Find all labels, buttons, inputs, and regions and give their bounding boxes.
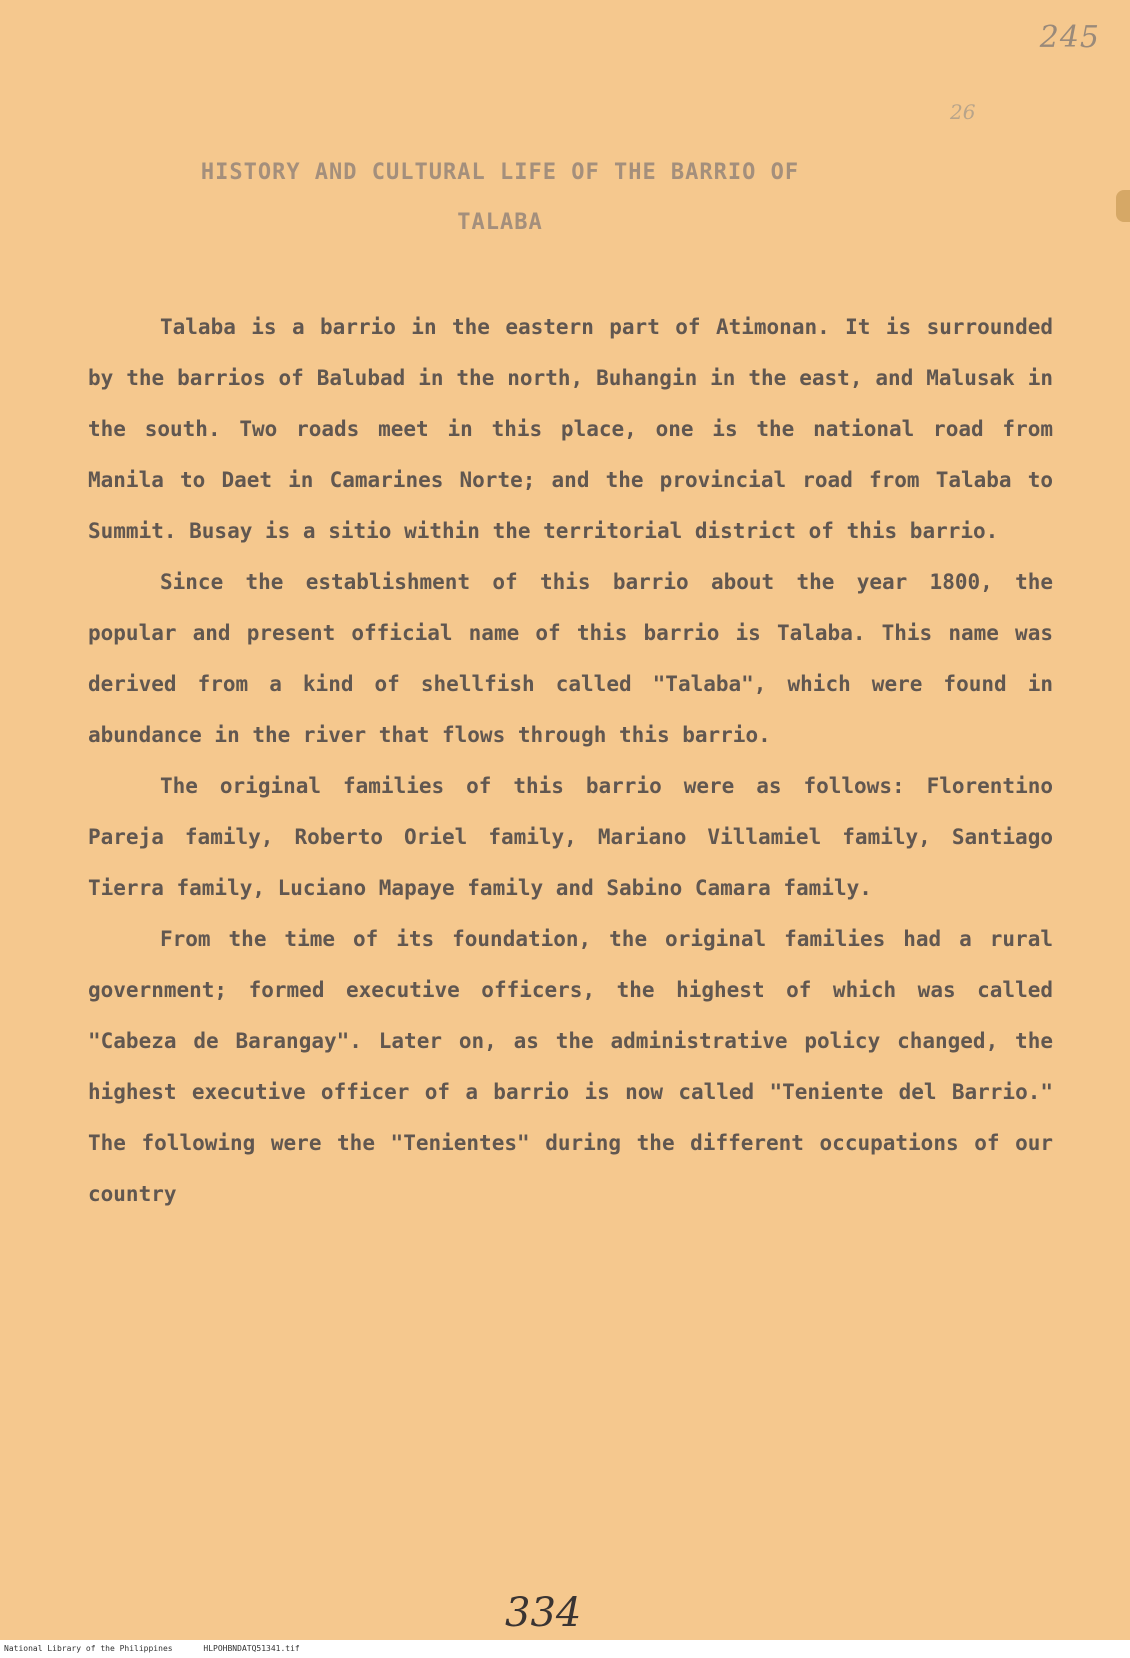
paragraph-original-families: The original families of this barrio were as follows: Florentino Pareja family, Roberto Oriel family, Mariano Villamiel family, Santiago Tierra family, Luciano Mapaye family and Sabino Camara family. [88, 774, 1053, 900]
handwritten-page-number-bottom: 334 [505, 1590, 582, 1636]
document-title: HISTORY AND CULTURAL LIFE OF THE BARRIO OF [200, 160, 800, 185]
footer-institution: National Library of the Philippines [4, 1644, 173, 1653]
handwritten-mark: 26 [950, 100, 976, 124]
handwritten-page-number-top: 245 [1039, 20, 1100, 55]
paragraph-government: From the time of its foundation, the original families had a rural government; formed executive officers, the highest of which was called "Cabeza de Barangay". Later on, as the administrative policy changed, the highest executive officer of a barrio is now called "Teniente del Barrio." The following were the "Tenientes" during the different occupations of our country [88, 927, 1053, 1206]
scan-footer [0, 1640, 1130, 1658]
paragraph-name-origin: Since the establishment of this barrio about the year 1800, the popular and present official name of this barrio is Talaba. This name was derived from a kind of shellfish called "Talaba", which were found in abundance in the river that flows through this barrio. [88, 570, 1053, 747]
document-subtitle: TALABA [457, 210, 543, 235]
page-edge-stain [1116, 190, 1130, 222]
paragraph-location: Talaba is a barrio in the eastern part of Atimonan. It is surrounded by the barrios of Balubad in the north, Buhangin in the east, and Malusak in the south. Two roads meet in this place, one is the national road from Manila to Daet in Camarines Norte; and the provincial road from Talaba to Summit. Busay is a sitio within the territorial district of this barrio. [88, 315, 1053, 543]
footer-file-id: HLPOHBNDATQ51341.tif [203, 1644, 300, 1653]
document-body [88, 302, 1053, 1220]
